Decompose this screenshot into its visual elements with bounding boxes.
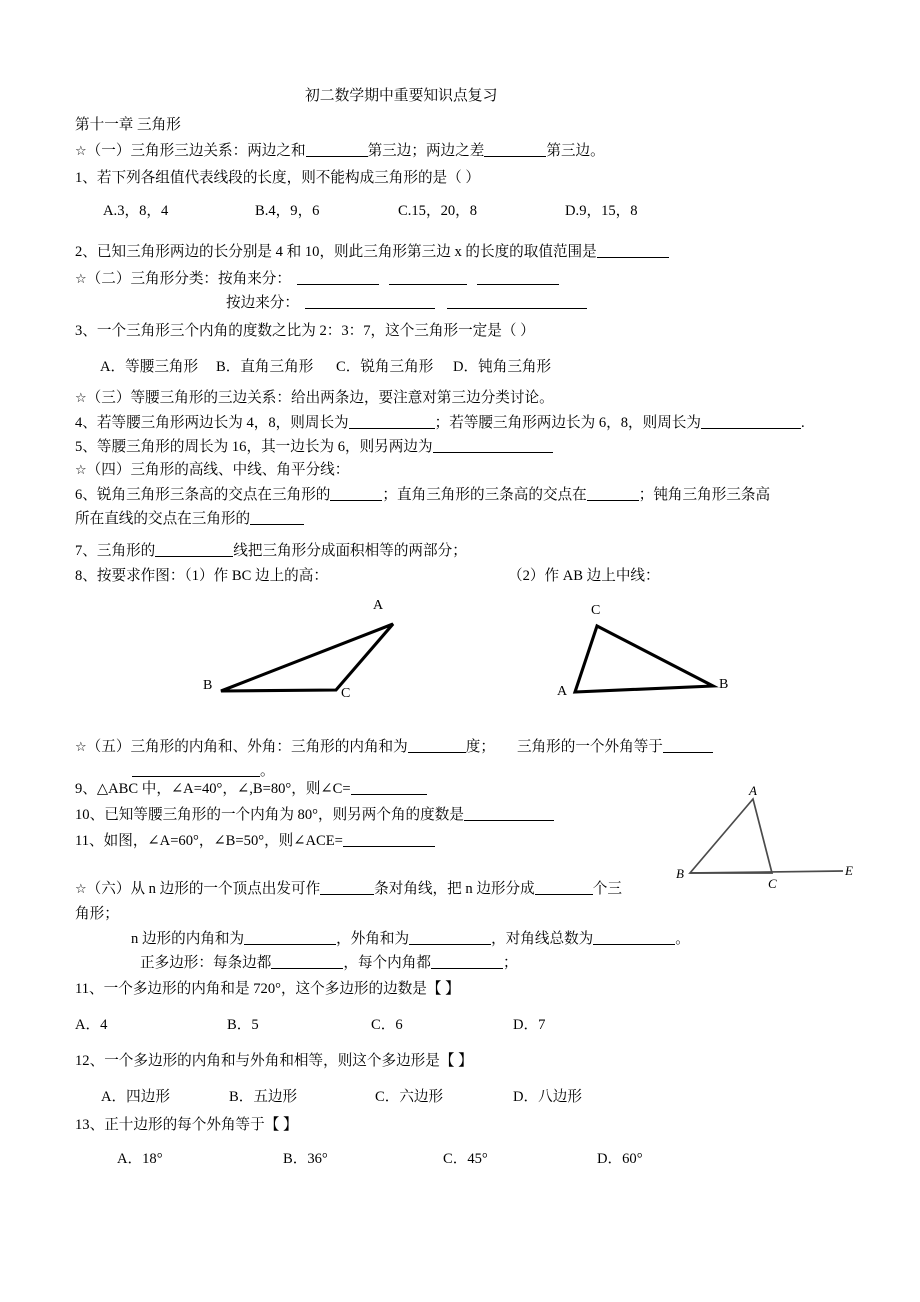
section-five-heading [75,738,713,755]
question-6-text-c: ；钝角三角形三条高 [638,486,771,503]
fill-blank[interactable] [447,294,587,309]
section-one-text-b: 第三边；两边之差 [367,142,485,159]
star-icon: ☆ [75,881,87,897]
section-six-text-j: ； [502,954,518,971]
question-9-stem [75,780,427,797]
question-1-option-c[interactable]: C.15，20，8 [398,203,478,219]
question-12-option-a[interactable]: A．四边形 [101,1089,170,1105]
question-3-option-a[interactable]: A．等腰三角形 [100,359,199,375]
fill-blank[interactable] [349,414,435,429]
question-1-stem: 1、若下列各组值代表线段的长度，则不能构成三角形的是（ ） [75,170,480,186]
question-6-text-d: 所在直线的交点在三角形的 [75,510,251,527]
fill-blank[interactable] [320,880,374,895]
fill-blank[interactable] [132,762,260,777]
question-7-text-b: 线把三角形分成面积相等的两部分； [233,542,467,559]
question-12-option-d[interactable]: D．八边形 [513,1089,582,1105]
question-11b-option-b[interactable]: B．5 [227,1017,259,1033]
by-side-label: 按边来分： [226,294,299,311]
section-six-text-g: 。 [675,930,690,947]
star-icon: ☆ [75,271,87,287]
question-2-text: 2、已知三角形两边的长分别是 4 和 10，则此三角形第三边 x 的长度的取值范围是 [75,243,597,260]
question-7-text-a: 7、三角形的 [75,542,156,559]
fill-blank[interactable] [433,438,553,453]
fill-blank[interactable] [431,954,503,969]
triangle-1-vertex-label-B: B [203,678,213,693]
section-three-heading [75,390,554,406]
fill-blank[interactable] [593,930,675,945]
section-two-by-side [226,294,587,311]
question-4-text-c: . [800,414,805,431]
triangle-1-vertex-label-A: A [373,598,384,613]
section-one-text-a: （一）三角形三边关系：两边之和 [86,142,306,159]
question-10-text: 10、已知等腰三角形的一个内角为 80°，则另两个角的度数是 [75,806,464,823]
fill-blank[interactable] [663,738,713,753]
question-1-option-d[interactable]: D.9，15，8 [565,203,638,219]
question-1-option-b[interactable]: B.4，9，6 [255,203,320,219]
triangle-3-vertex-label-A: A [749,783,757,798]
question-4-stem [75,414,805,431]
fill-blank[interactable] [701,414,801,429]
question-11-text: 11、如图，∠A=60°，∠B=50°，则∠ACE= [75,832,343,849]
question-11b-option-c[interactable]: C．6 [371,1017,403,1033]
question-11b-stem: 11、一个多边形的内角和是 720°，这个多边形的边数是【 】 [75,981,460,997]
question-4-text-a: 4、若等腰三角形两边长为 4，8，则周长为 [75,414,349,431]
fill-blank[interactable] [244,930,336,945]
question-6-stem [75,486,770,503]
section-six-line2 [131,930,690,947]
question-13-option-c[interactable]: C．45° [443,1151,488,1167]
fill-blank[interactable] [306,142,368,157]
section-six-line1b: 角形； [75,906,119,922]
triangle-2-vertex-label-A: A [557,684,568,699]
question-4-text-b: ；若等腰三角形两边长为 6，8，则周长为 [434,414,701,431]
triangle-2-vertex-label-B: B [719,677,729,692]
triangle-3-vertex-label-E: E [845,863,853,878]
chapter-heading: 第十一章 三角形 [75,117,181,133]
triangle-3-outline [690,799,772,873]
question-13-stem: 13、正十边形的每个外角等于【 】 [75,1117,298,1133]
fill-blank[interactable] [271,954,343,969]
question-8-stem-part2: （2）作 AB 边上中线： [508,568,660,584]
fill-blank[interactable] [297,270,379,285]
fill-blank[interactable] [330,486,382,501]
fill-blank[interactable] [155,542,233,557]
question-13-option-b[interactable]: B．36° [283,1151,328,1167]
triangle-2-vertex-label-C: C [591,603,601,618]
fill-blank[interactable] [343,832,435,847]
fill-blank[interactable] [484,142,546,157]
fill-blank[interactable] [587,486,639,501]
question-2-stem [75,243,669,260]
question-7-stem [75,542,467,559]
section-six-text-a: （六）从 n 边形的一个顶点出发可作 [86,880,321,897]
question-9-text: 9、△ABC 中，∠A=40°，∠,B=80°，则∠C= [75,780,351,797]
page-title: 初二数学期中重要知识点复习 [305,88,498,104]
question-12-stem: 12、一个多边形的内角和与外角和相等，则这个多边形是【 】 [75,1053,473,1069]
fill-blank[interactable] [305,294,435,309]
section-two-text: （二）三角形分类：按角来分： [86,270,291,287]
question-3-stem: 3、一个三角形三个内角的度数之比为 2：3：7，这个三角形一定是（ ） [75,323,535,339]
section-one-text-c: 第三边。 [546,142,605,159]
question-8-stem-part1: 8、按要求作图：（1）作 BC 边上的高： [75,568,328,584]
section-five-text-c: 三角形的一个外角等于 [516,738,663,755]
question-11-stem [75,832,435,849]
section-six-line3 [140,954,518,971]
fill-blank[interactable] [535,880,593,895]
fill-blank[interactable] [250,510,304,525]
section-five-text-d: 。 [260,762,275,779]
section-six-text-c: 个三 [592,880,622,897]
question-3-option-d[interactable]: D．钝角三角形 [453,359,552,375]
question-1-option-a[interactable]: A.3，8，4 [103,203,169,219]
section-five-line2 [132,762,275,779]
question-12-option-b[interactable]: B．五边形 [229,1089,298,1105]
fill-blank[interactable] [477,270,559,285]
fill-blank[interactable] [409,930,491,945]
triangle-2-outline [575,626,713,692]
question-13-option-a[interactable]: A．18° [117,1151,163,1167]
question-3-option-b[interactable]: B．直角三角形 [216,359,314,375]
question-11b-option-a[interactable]: A．4 [75,1017,108,1033]
question-3-option-c[interactable]: C．锐角三角形 [336,359,434,375]
star-icon: ☆ [75,143,87,159]
fill-blank[interactable] [597,243,669,258]
section-six-heading [75,880,622,897]
section-two-heading [75,270,559,287]
section-six-text-f: ，对角线总数为 [491,930,594,947]
section-six-text-h: 正多边形：每条边都 [140,954,272,971]
question-6-text-b: ；直角三角形的三条高的交点在 [382,486,587,503]
section-one-heading [75,142,605,159]
triangle-3-vertex-label-C: C [768,876,777,891]
fill-blank[interactable] [464,806,554,821]
question-12-option-c[interactable]: C．六边形 [375,1089,444,1105]
star-icon: ☆ [75,391,87,406]
line-BE-extension [690,871,843,873]
section-six-text-i: ，每个内角都 [343,954,431,971]
star-icon: ☆ [75,739,87,755]
question-10-stem [75,806,554,823]
section-four-heading [75,462,349,478]
section-five-text-b: 度； [465,738,495,755]
fill-blank[interactable] [408,738,466,753]
section-six-text-e: ，外角和为 [336,930,410,947]
section-three-text: （三）等腰三角形的三边关系：给出两条边，要注意对第三边分类讨论。 [86,390,554,406]
question-5-text: 5、等腰三角形的周长为 16，其一边长为 6，则另两边为 [75,438,433,455]
fill-blank[interactable] [389,270,467,285]
triangle-1-outline [221,624,393,691]
section-four-text: （四）三角形的高线、中线、角平分线： [86,462,350,478]
section-six-text-d: n 边形的内角和为 [131,930,245,947]
question-11b-option-d[interactable]: D．7 [513,1017,546,1033]
triangle-3-vertex-label-B: B [676,866,684,881]
star-icon: ☆ [75,463,87,478]
section-five-text-a: （五）三角形的内角和、外角：三角形的内角和为 [86,738,408,755]
fill-blank[interactable] [351,780,427,795]
triangle-1-vertex-label-C: C [341,686,351,701]
section-six-text-b: 条对角线，把 n 边形分成 [374,880,535,897]
question-13-option-d[interactable]: D．60° [597,1151,643,1167]
question-6-text-a: 6、锐角三角形三条高的交点在三角形的 [75,486,331,503]
question-6-line2 [75,510,304,527]
question-5-stem [75,438,553,455]
